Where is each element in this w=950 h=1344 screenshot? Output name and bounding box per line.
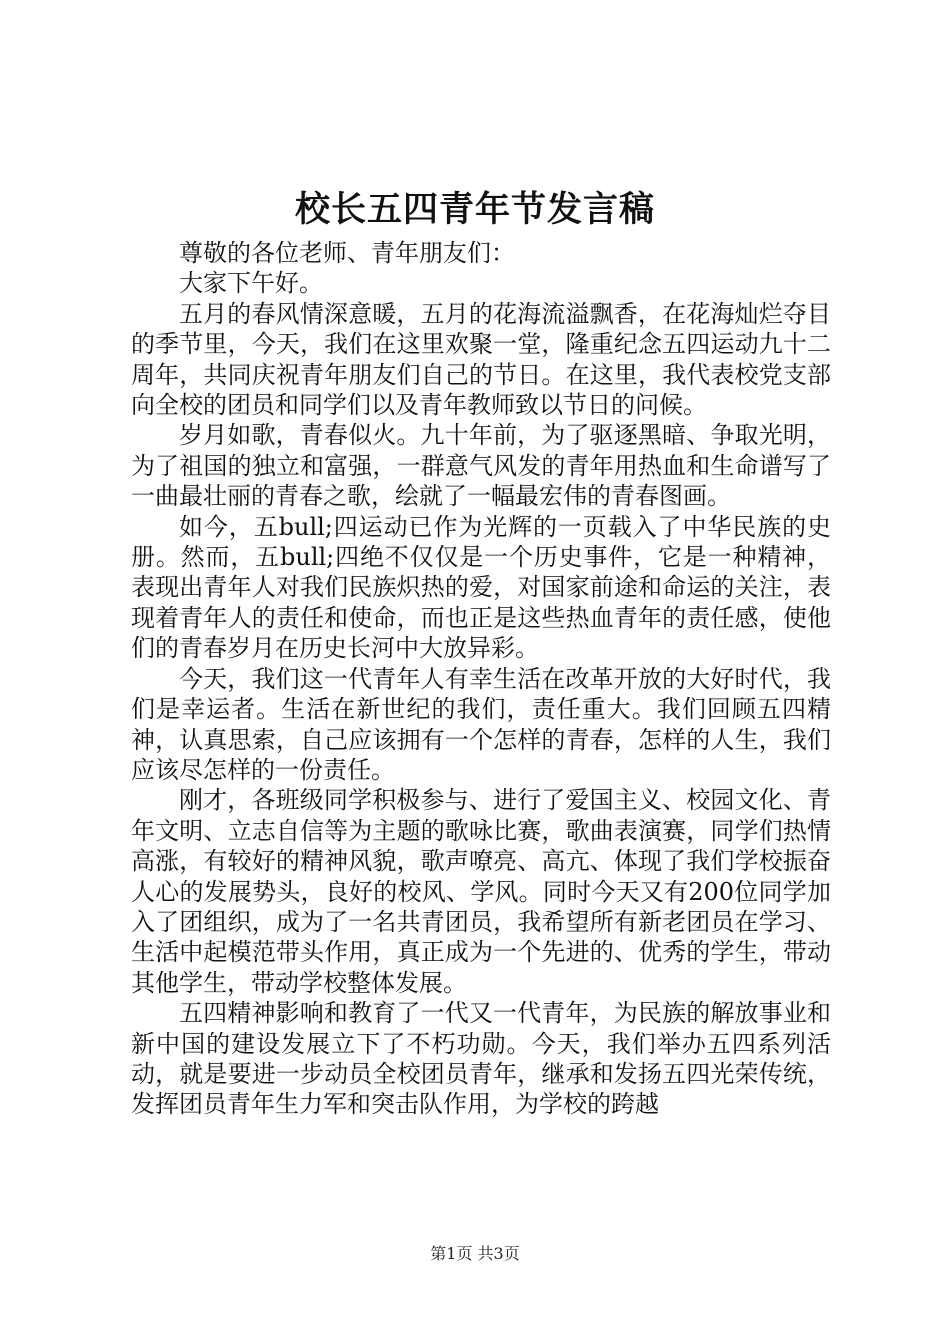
page-number-footer: 第1页 共3页 [430, 1244, 520, 1263]
paragraph: 岁月如歌，青春似火。九十年前，为了驱逐黑暗、争取光明，为了祖国的独立和富强，一群意气风发的青年用热血和生命谱写了一曲最壮丽的青春之歌，绘就了一幅最宏伟的青春图画。 [131, 421, 831, 511]
document-title: 校长五四青年节发言稿 [294, 189, 655, 230]
paragraph: 今天，我们这一代青年人有幸生活在改革开放的大好时代，我们是幸运者。生活在新世纪的我们，责任重大。我们回顾五四精神，认真思索，自己应该拥有一个怎样的青春，怎样的人生，我们应该尽怎样的一份责任。 [131, 664, 831, 784]
paragraph-greeting: 尊敬的各位老师、青年朋友们： [179, 239, 515, 267]
paragraph: 五四精神影响和教育了一代又一代青年，为民族的解放事业和新中国的建设发展立下了不朽功勋。今天，我们举办五四系列活动，就是要进一步动员全校团员青年，继承和发扬五四光荣传统，发挥团员青年生力军和突击队作用，为学校的跨越 [131, 999, 831, 1119]
document-body [131, 238, 831, 1120]
paragraph: 如今，五bull;四运动已作为光辉的一页载入了中华民族的史册。然而，五bull;四绝不仅仅是一个历史事件，它是一种精神，表现出青年人对我们民族炽热的爱，对国家前途和命运的关注，表现着青年人的责任和使命，而也正是这些热血青年的责任感，使他们的青春岁月在历史长河中大放异彩。 [131, 512, 831, 663]
paragraph: 五月的春风情深意暖，五月的花海流溢飘香，在花海灿烂夺目的季节里，今天，我们在这里欢聚一堂，隆重纪念五四运动九十二周年，共同庆祝青年朋友们自己的节日。在这里，我代表校党支部向全校的团员和同学们以及青年教师致以节日的问候。 [131, 299, 831, 420]
paragraph-salutation: 大家下午好。 [179, 269, 323, 298]
paragraph: 刚才，各班级同学积极参与、进行了爱国主义、校园文化、青年文明、立志自信等为主题的歌咏比赛，歌曲表演赛，同学们热情高涨，有较好的精神风貌，歌声嘹亮、高亢、体现了我们学校振奋人心的发展势头，良好的校风、学风。同时今天又有200位同学加入了团组织，成为了一名共青团员，我希望所有新老团员在学习、生活中起模范带头作用，真正成为一个先进的、优秀的学生，带动其他学生，带动学校整体发展。 [131, 786, 831, 997]
